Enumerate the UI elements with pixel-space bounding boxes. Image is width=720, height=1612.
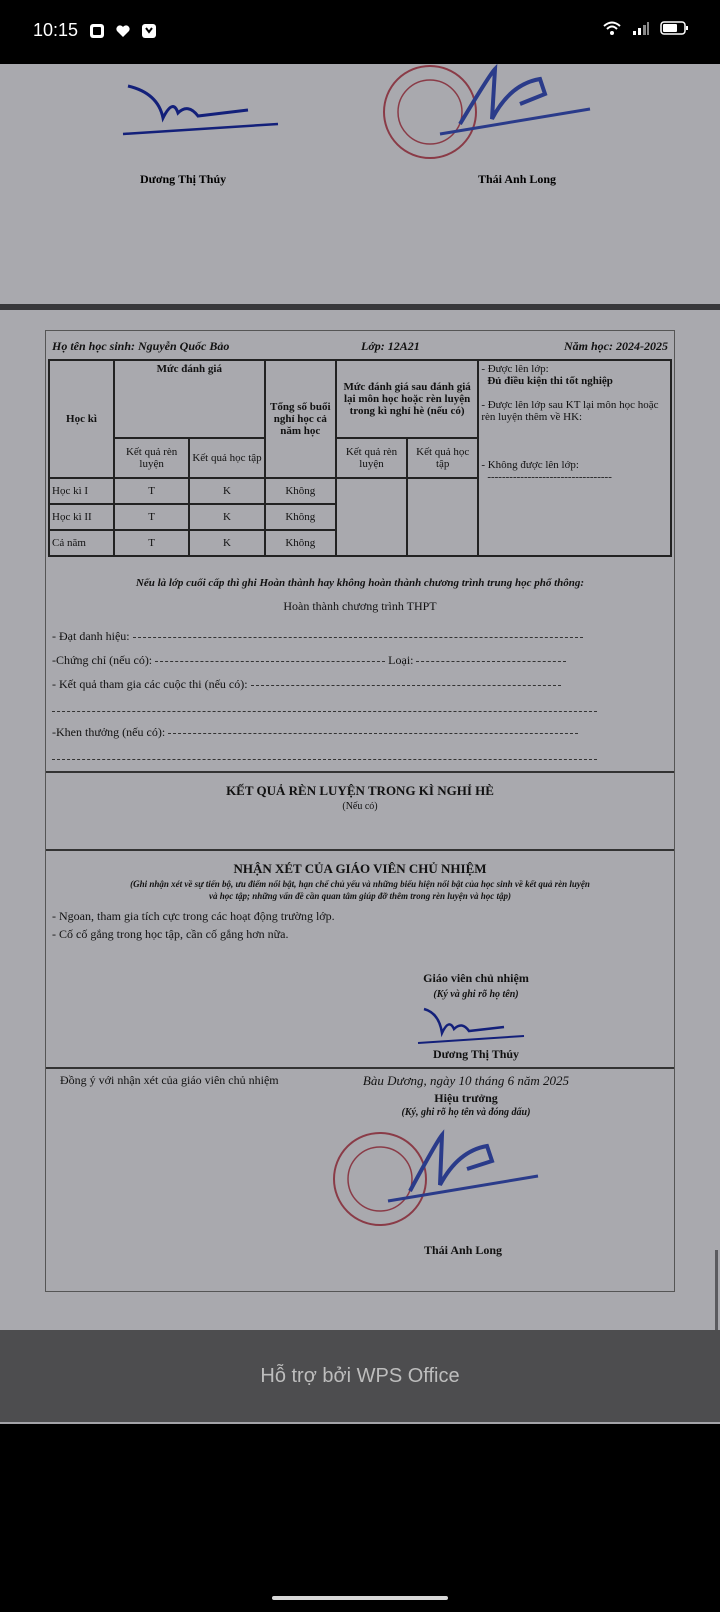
contest-label: - Kết quả tham gia các cuộc thi (nếu có): — [52, 677, 248, 691]
school-year: Năm học: 2024-2025 — [564, 339, 668, 353]
row-absent: Không — [265, 530, 336, 556]
status-bar — [0, 0, 720, 64]
contest-line — [52, 677, 561, 692]
row-absent: Không — [265, 504, 336, 530]
sign-hint: (Ký và ghi rõ họ tên) — [433, 989, 519, 1000]
school-stamp — [380, 64, 600, 174]
not-promote-label: - Không được lên lớp: — [481, 459, 579, 471]
sign-date: Bàu Dương, ngày 10 tháng 6 năm 2025 — [362, 1073, 570, 1088]
sign-name: Dương Thị Thúy — [432, 1047, 520, 1061]
grades-table — [48, 359, 672, 557]
col-summer: Mức đánh giá sau đánh giá lại môn học hoặc rèn luyện trong kì nghỉ hè (nếu có) — [336, 360, 478, 438]
divider — [46, 771, 674, 773]
sub-study: Kết quả học tập — [189, 438, 264, 478]
sign-role: Giáo viên chủ nhiệm — [423, 971, 529, 985]
heart-icon — [114, 22, 132, 40]
divider — [46, 1067, 674, 1069]
summer-conduct-cell — [336, 478, 407, 556]
row-term: Học kì I — [49, 478, 114, 504]
final-value: Hoàn thành chương trình THPT — [283, 599, 437, 613]
row-conduct: T — [114, 530, 189, 556]
row-conduct: T — [114, 478, 189, 504]
app-badge-icon — [140, 22, 158, 40]
award-line — [52, 725, 578, 740]
wps-label: Hỗ trợ bởi WPS Office — [260, 1364, 460, 1387]
class-label: Lớp: 12A21 — [361, 339, 420, 353]
wifi-icon — [602, 20, 622, 41]
notification-icons — [88, 22, 158, 40]
home-indicator[interactable] — [272, 1596, 448, 1600]
teacher-signature — [118, 78, 288, 138]
comment-title: NHẬN XÉT CỦA GIÁO VIÊN CHỦ NHIỆM — [233, 861, 487, 876]
comment-line-1: - Ngoan, tham gia tích cực trong các hoạt động trường lớp. — [52, 909, 335, 923]
signal-icon — [632, 20, 650, 41]
clock: 10:15 — [33, 20, 79, 40]
graduate-label: Đủ điều kiện thi tốt nghiệp — [487, 375, 613, 387]
principal-name: Thái Anh Long — [478, 172, 557, 186]
school-stamp-2 — [332, 1121, 552, 1241]
report-card — [45, 330, 675, 1292]
title-label: - Đạt danh hiệu: — [52, 629, 130, 643]
row-term: Cả năm — [49, 530, 114, 556]
col-term: Học kì — [49, 360, 114, 478]
page-1 — [0, 64, 720, 304]
col-absent: Tổng số buổi nghỉ học cả năm học — [265, 360, 336, 478]
summer-title: KẾT QUẢ RÈN LUYỆN TRONG KÌ NGHỈ HÈ — [226, 783, 494, 798]
app-notification-icon — [88, 22, 106, 40]
teacher-signature-2 — [414, 1003, 534, 1047]
summer-study-cell — [407, 478, 478, 556]
document-viewer[interactable] — [0, 64, 720, 1424]
cert-line — [52, 653, 566, 668]
row-absent: Không — [265, 478, 336, 504]
battery-icon — [660, 20, 690, 41]
wps-banner — [0, 1330, 720, 1422]
comment-line-2: - Cố cố gắng trong học tập, cần cố gắng hơn nữa. — [52, 927, 289, 941]
contest-line-2 — [52, 703, 597, 718]
comment-note-2: và học tập; những vấn đề cần quan tâm giúp đỡ thêm trong rèn luyện và học tập) — [209, 891, 511, 901]
divider — [46, 849, 674, 851]
promote-label: - Được lên lớp: — [481, 363, 549, 375]
row-study: K — [189, 504, 264, 530]
summer-sub: (Nếu có) — [342, 801, 378, 812]
agree-text: Đồng ý với nhận xét của giáo viên chủ nhiệm — [60, 1073, 279, 1087]
row-conduct: T — [114, 504, 189, 530]
title-line — [52, 629, 583, 644]
rank-label: Loại: — [388, 653, 414, 667]
principal-role: Hiệu trưởng — [434, 1091, 498, 1105]
principal-name-2: Thái Anh Long — [424, 1243, 503, 1257]
comment-note-1: (Ghi nhận xét về sự tiến bộ, ưu điểm nổi bật, hạn chế chủ yếu và những biểu hiện nổi bật của học sinh về kết quả rèn luyện — [130, 879, 590, 889]
award-label: -Khen thưởng (nếu có): — [52, 725, 166, 739]
sub-summer-conduct: Kết quả rèn luyện — [336, 438, 407, 478]
system-icons — [602, 20, 690, 41]
row-term: Học kì II — [49, 504, 114, 530]
row-study: K — [189, 478, 264, 504]
row-study: K — [189, 530, 264, 556]
principal-hint: (Ký, ghi rõ họ tên và đóng dấu) — [401, 1107, 531, 1118]
cert-label: -Chứng chỉ (nếu có): — [52, 653, 153, 667]
sub-conduct: Kết quả rèn luyện — [114, 438, 189, 478]
student-name: Họ tên học sinh: Nguyễn Quốc Bảo — [52, 339, 230, 353]
col-eval: Mức đánh giá — [114, 360, 265, 438]
final-note: Nếu là lớp cuối cấp thì ghi Hoàn thành hay không hoàn thành chương trình trung học phổ thông: — [135, 577, 585, 589]
promotion-cell — [478, 360, 671, 556]
not-promote-dash: ---------------------------------- — [487, 471, 612, 483]
page-2 — [0, 310, 720, 1394]
teacher-name: Dương Thị Thúy — [140, 172, 227, 186]
award-line-2 — [52, 751, 597, 766]
sub-summer-study: Kết quả học tập — [407, 438, 478, 478]
promote-after-label: - Được lên lớp sau KT lại môn học hoặc rèn luyện thêm về HK: — [481, 399, 659, 423]
